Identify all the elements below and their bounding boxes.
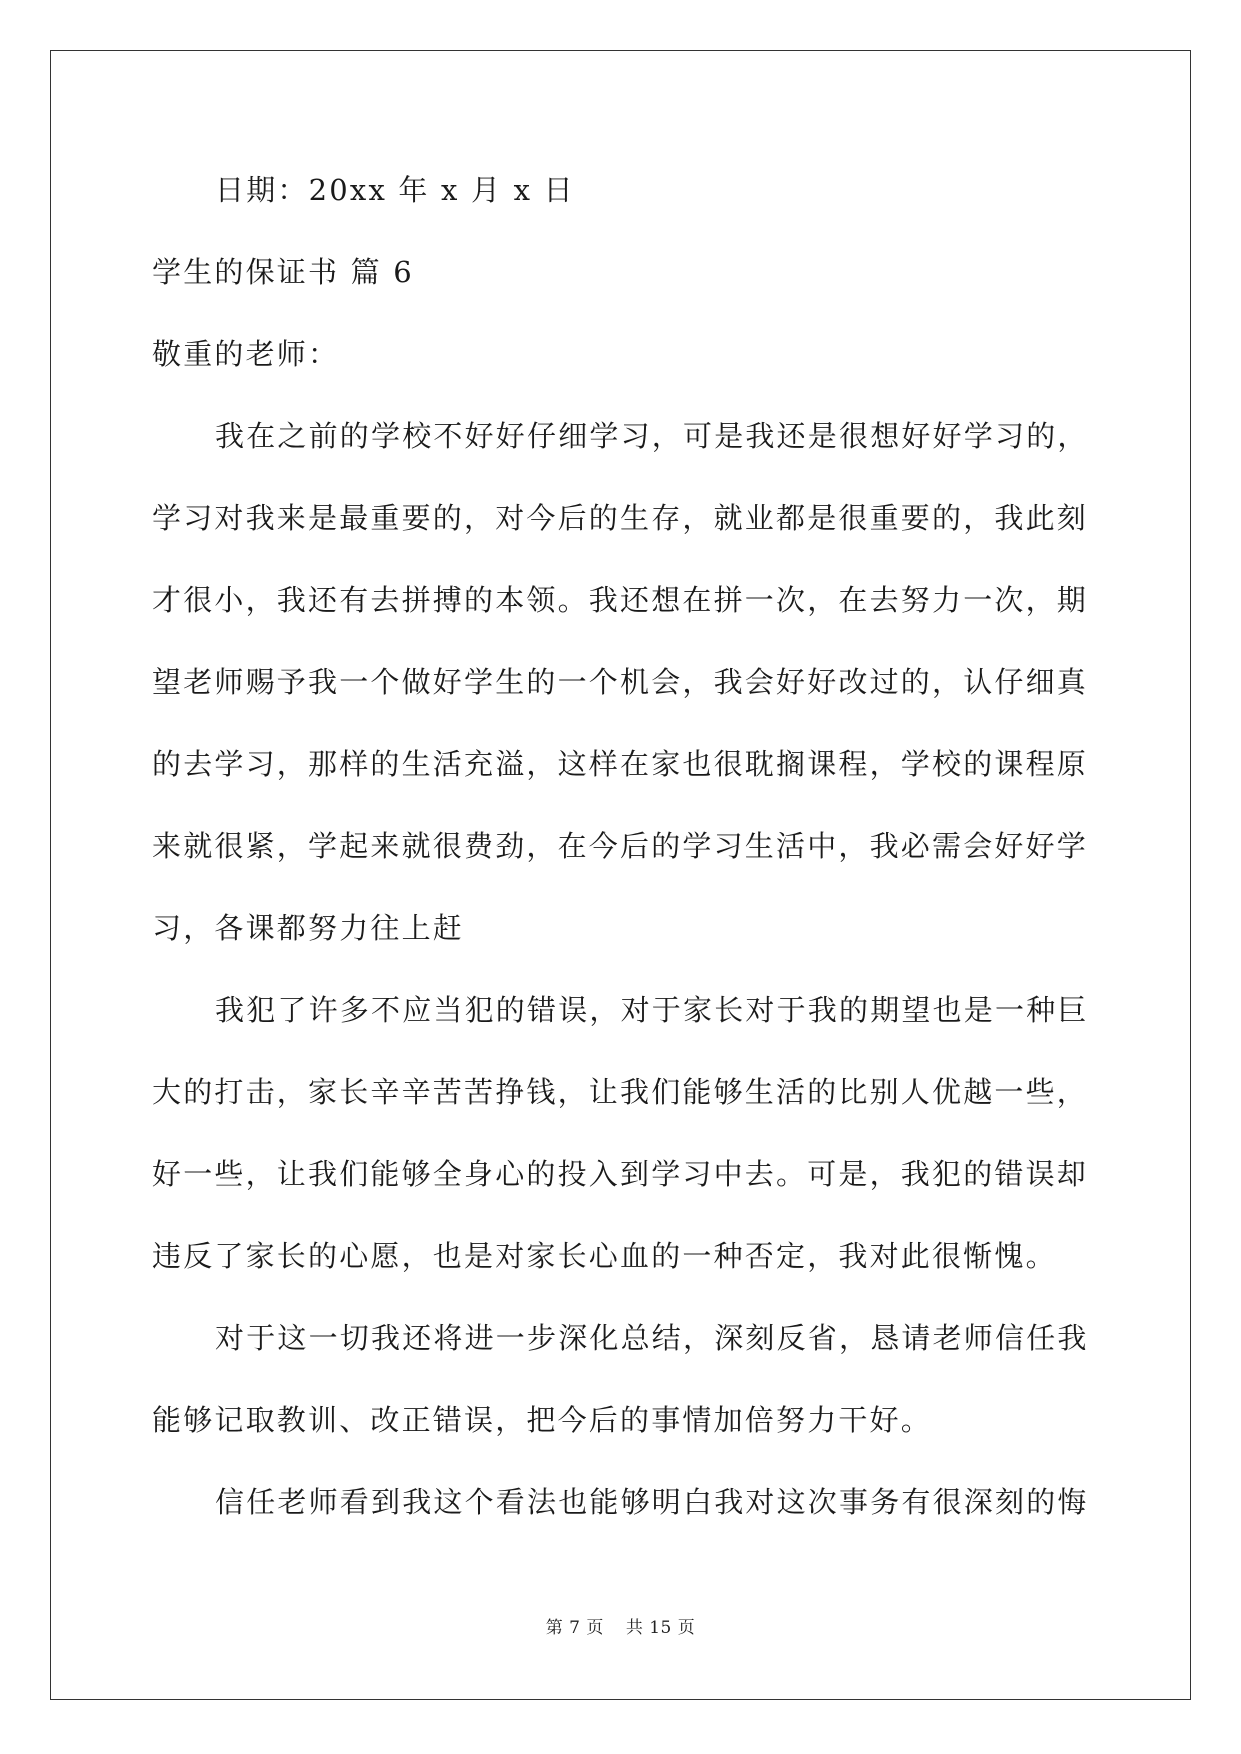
paragraph-3-line-2: 能够记取教训、改正错误，把今后的事情加倍努力干好。 [152,1403,933,1437]
page-border [50,50,1191,1700]
paragraph-1-line-6: 来就很紧，学起来就很费劲，在今后的学习生活中，我必需会好好学 [152,829,1089,863]
page-footer [0,1616,1241,1640]
page-total: 共 15 页 [625,1618,696,1638]
paragraph-2-line-4: 违反了家长的心愿，也是对家长心血的一种否定，我对此很惭愧。 [152,1239,1057,1273]
paragraph-1-line-2: 学习对我来是最重要的，对今后的生存，就业都是很重要的，我此刻 [152,501,1089,535]
paragraph-2-line-3: 好一些，让我们能够全身心的投入到学习中去。可是，我犯的错误却 [152,1157,1089,1191]
page-number: 第 7 页 [545,1618,604,1638]
salutation: 敬重的老师： [152,337,340,371]
paragraph-1-line-3: 才很小，我还有去拼搏的本领。我还想在拼一次，在去努力一次，期 [152,583,1089,617]
paragraph-2-line-2: 大的打击，家长辛辛苦苦挣钱，让我们能够生活的比别人优越一些， [152,1075,1089,1109]
paragraph-1-line-7: 习，各课都努力往上赶 [152,911,465,945]
paragraph-3-line-1: 对于这一切我还将进一步深化总结，深刻反省，恳请老师信任我 [215,1321,1089,1355]
paragraph-1-line-5: 的去学习，那样的生活充溢，这样在家也很耽搁课程，学校的课程原 [152,747,1089,781]
paragraph-1-line-4: 望老师赐予我一个做好学生的一个机会，我会好好改过的，认仔细真 [152,665,1089,699]
paragraph-2-line-1: 我犯了许多不应当犯的错误，对于家长对于我的期望也是一种巨 [215,993,1089,1027]
paragraph-1-line-1: 我在之前的学校不好好仔细学习，可是我还是很想好好学习的， [215,419,1089,453]
date-line: 日期：20xx 年 x 月 x 日 [215,173,575,207]
section-heading: 学生的保证书 篇 6 [152,255,414,289]
paragraph-4-line-1: 信任老师看到我这个看法也能够明白我对这次事务有很深刻的悔 [215,1485,1089,1519]
